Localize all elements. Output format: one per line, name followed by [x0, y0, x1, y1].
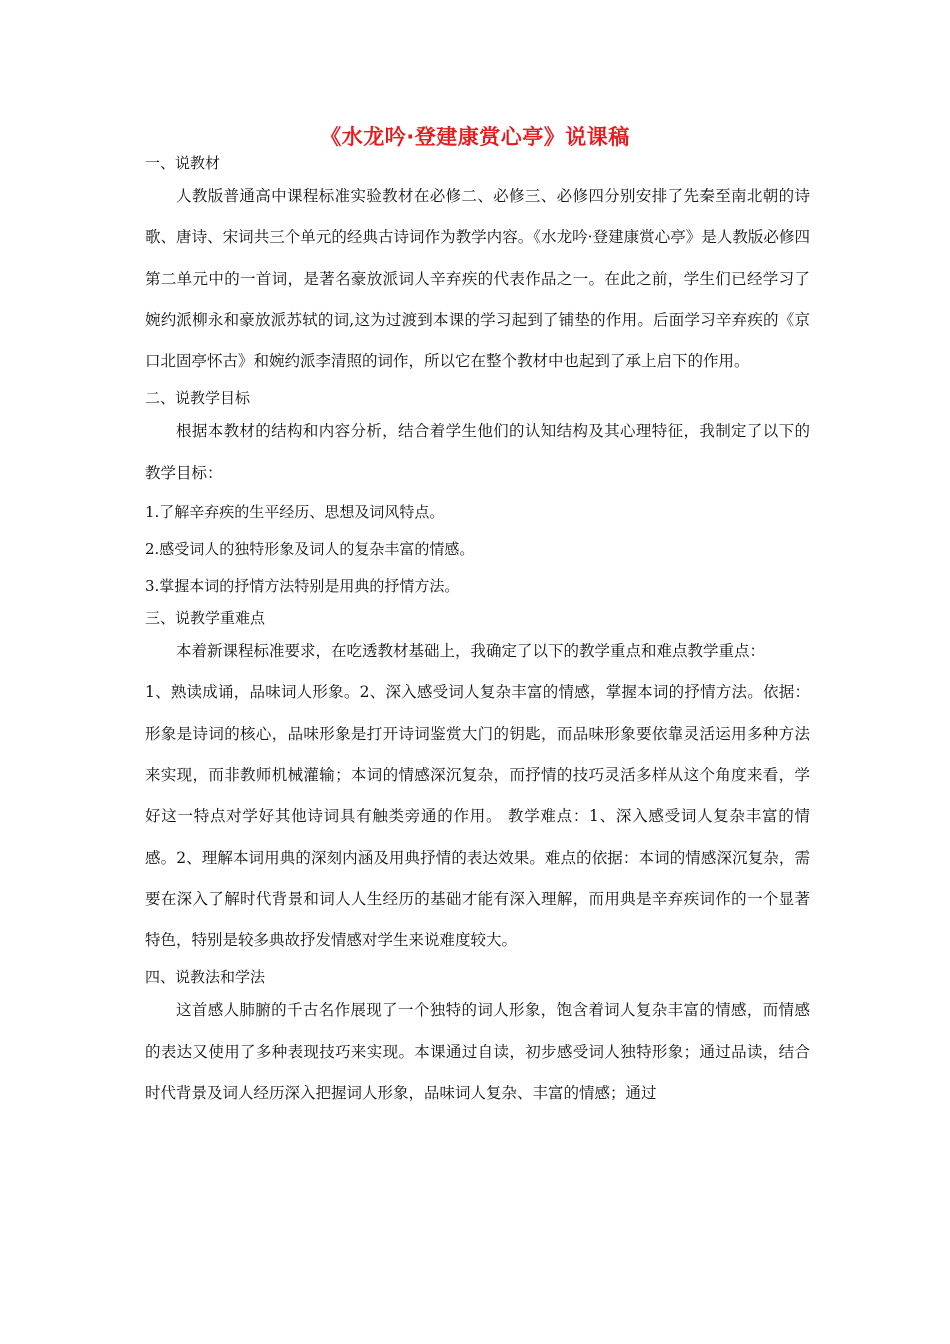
paragraph: 本着新课程标准要求，在吃透教材基础上，我确定了以下的教学重点和难点教学重点： — [176, 642, 766, 661]
section-heading: 三、说教学重难点 — [145, 609, 266, 628]
paragraph: 根据本教材的结构和内容分析，结合着学生他们的认知结构及其心理特征，我制定了以下的教学目标： — [145, 422, 810, 482]
section-heading: 二、说教学目标 — [145, 389, 251, 408]
list-item: 1.了解辛弃疾的生平经历、思想及词风特点。 — [145, 503, 445, 522]
document-body — [145, 150, 810, 1114]
section-heading: 一、说教材 — [145, 154, 221, 172]
paragraph: 这首感人肺腑的千古名作展现了一个独特的词人形象，饱含着词人复杂丰富的情感，而情感的表达又使用了多种表现技巧来实现。本课通过自读，初步感受词人独特形象；通过品读，结合时代背景及词人经历深入把握词人形象，品味词人复杂、丰富的情感；通过 — [145, 1001, 810, 1103]
list-item: 3.掌握本词的抒情方法特别是用典的抒情方法。 — [145, 577, 460, 596]
document-title: 《水龙吟·登建康赏心亭》说课稿 — [320, 125, 630, 149]
list-item: 2.感受词人的独特形象及词人的复杂丰富的情感。 — [145, 540, 475, 559]
section-heading: 四、说教法和学法 — [145, 968, 266, 987]
paragraph: 1、熟读成诵，品味词人形象。2、深入感受词人复杂丰富的情感，掌握本词的抒情方法。依据：形象是诗词的核心，品味形象是打开诗词鉴赏大门的钥匙，而品味形象要依靠灵活运用多种方法来实现，而非教师机械灌输；本词的情感深沉复杂，而抒情的技巧灵活多样从这个角度来看，学好这一特点对学好其他诗词具有触类旁通的作用。 教学难点：1、深入感受词人复杂丰富的情感。2、理解本词用典的深刻内涵及用典抒情的表达效果。难点的依据：本词的情感深沉复杂，需要在深入了解时代背景和词人人生经历的基础才能有深入理解，而用典是辛弃疾词作的一个显著特色，特别是较多典故抒发情感对学生来说难度较大。 — [145, 683, 810, 950]
paragraph: 人教版普通高中课程标准实验教材在必修二、必修三、必修四分别安排了先秦至南北朝的诗歌、唐诗、宋词共三个单元的经典古诗词作为教学内容。《水龙吟·登建康赏心亭》是人教版必修四第二单元中的一首词，是著名豪放派词人辛弃疾的代表作品之一。在此之前，学生们已经学习了婉约派柳永和豪放派苏轼的词,这为过渡到本课的学习起到了铺垫的作用。后面学习辛弃疾的《京口北固亭怀古》和婉约派李清照的词作，所以它在整个教材中也起到了承上启下的作用。 — [145, 187, 810, 371]
